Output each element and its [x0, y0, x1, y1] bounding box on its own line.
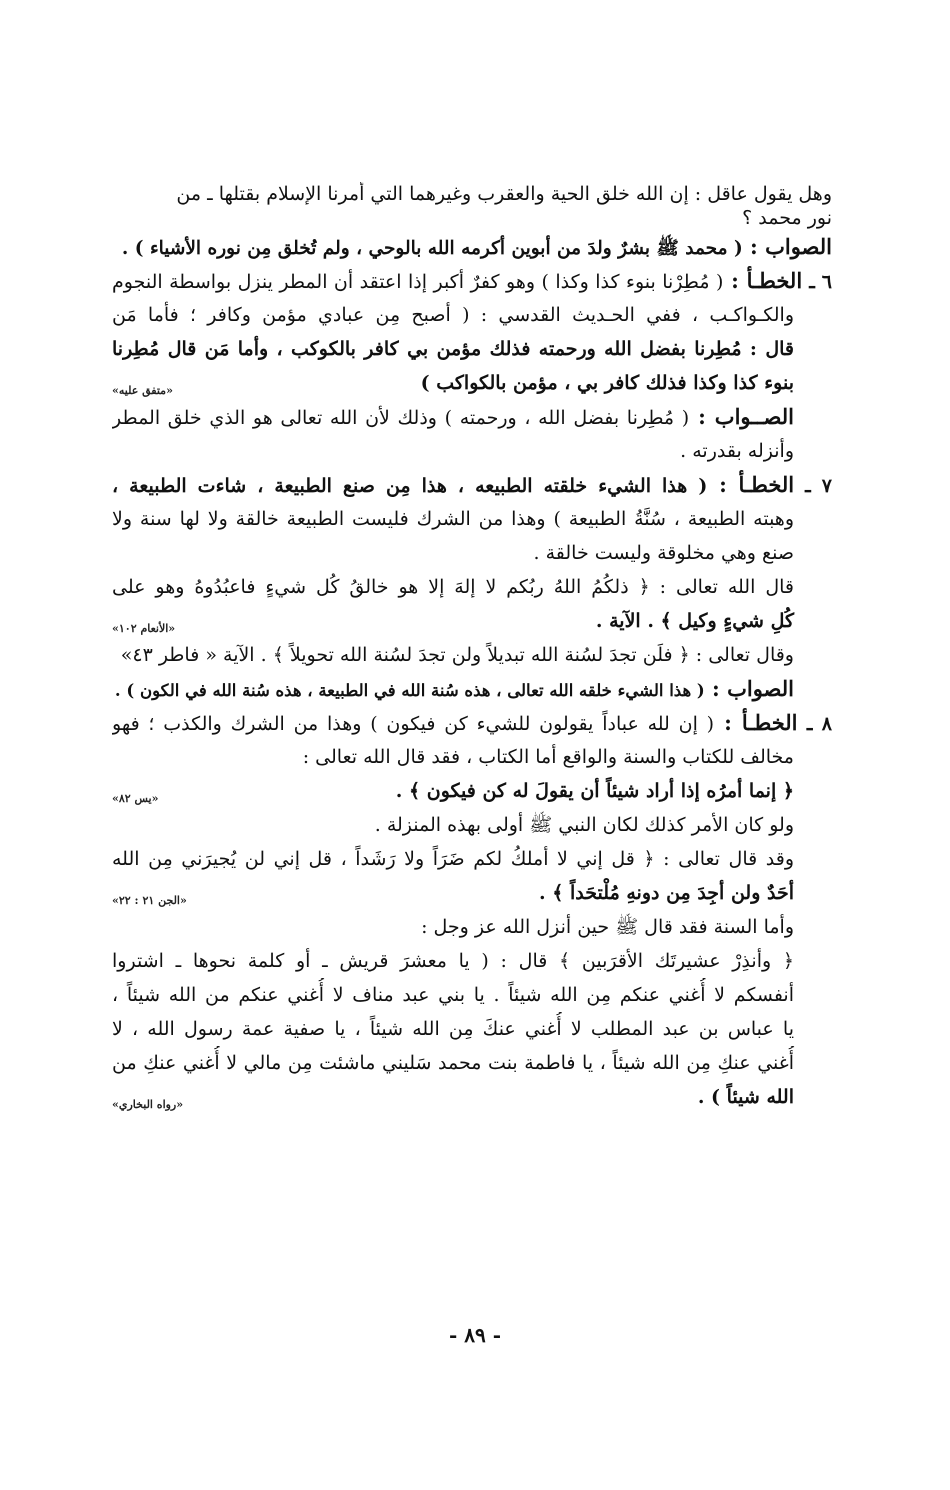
- line-text: ﴿ إنما أمرُه إذا أراد شيئاً أن يقولَ له كن فيكون ﴾ .: [395, 780, 794, 802]
- text-line: [112, 332, 832, 366]
- line-text: يا عباس بن عبد المطلب لا أُغني عنكَ مِن الله شيئاً ، يا صفية عمة رسول الله ، لا: [112, 1018, 794, 1040]
- line-text: وقد قال تعالى : ﴿ قل إني لا أملكُ لكم ضَرَاً ولا رَشَداً ، قل إني لن يُجيرَني مِن الله: [112, 848, 794, 870]
- text-line: [112, 264, 832, 298]
- item-number: ٨ ـ: [797, 713, 832, 735]
- line-text: أنفسكم لا أُغني عنكم مِن الله شيئاً . يا بني عبد مناف لا أُغني عنكم من الله شيئاً ،: [112, 984, 794, 1006]
- line-text: مخالف للكتاب والسنة والواقع أما الكتاب ، فقد قال الله تعالى :: [302, 746, 794, 768]
- line-text: أُغني عنكِ مِن الله شيئاً ، يا فاطمة بنت محمد سَليني ماشئت مِن مالي لا أُغني عنكِ من: [112, 1052, 795, 1074]
- line-text: أحَدٌ ولن أجِدَ مِن دونهِ مُلْتحَداً ﴾ .: [539, 882, 794, 904]
- item-number: ٦ ـ: [802, 271, 832, 293]
- line-text: كُلِ شيءٍ وكيل ﴾ . الآية .: [595, 610, 794, 632]
- line-text: والكـواكـب ، ففي الحـديث القدسي : ( أصبح مِن عبادي مؤمن وكافر ؛ فأما مَن: [112, 304, 794, 326]
- line-text: ( هذا الشيء خلقته الطبيعه ، هذا مِن صنع الطبيعة ، شاءت الطبيعة ،: [112, 475, 708, 497]
- text-line: [112, 468, 832, 502]
- line-text: قال الله تعالى : ﴿ ذلكُمُ اللهُ ربُكم لا إلهَ إلا هو خالقُ كُل شيءٍ فاعبُدُوهُ وهو على: [112, 576, 794, 598]
- line-text: بنوء كذا وكذا فذلك كافر بي ، مؤمن بالكواكب ): [420, 372, 794, 394]
- line-text: وأنزله بقدرته .: [680, 440, 794, 462]
- text-line: [112, 366, 832, 400]
- line-text: ولو كان الأمر كذلك لكان النبي ﷺ أولى بهذه المنزلة .: [374, 814, 794, 836]
- text-line: [112, 638, 832, 672]
- text-line: [112, 1080, 832, 1114]
- item-number: ٧ ـ: [794, 475, 832, 497]
- text-line: [112, 570, 832, 604]
- line-text: وهل يقول عاقل : إن الله خلق الحية والعقرب وغيرهما التي أمرنا الإسلام بقتلها ـ من: [176, 183, 832, 205]
- section-label: الخطـأ :: [707, 472, 795, 497]
- line-text: ﴿ وأنذِرْ عشيرتَك الأقرَبين ﴾ قال : ( يا معشرَ قريش ـ أو كلمة نحوها ـ اشتروا: [112, 950, 794, 972]
- line-text: قال : مُطِرنا بفضل الله ورحمته فذلك مؤمن بي كافر بالكوكب ، وأما مَن قال مُطِرنا: [112, 338, 794, 360]
- text-line: [112, 1012, 832, 1046]
- text-line: [112, 206, 832, 230]
- line-text: الله شيئاً ) .: [697, 1086, 794, 1108]
- line-text: صنع وهي مخلوقة وليست خالقة .: [533, 542, 794, 564]
- text-line: [112, 298, 832, 332]
- text-line: [112, 978, 832, 1012]
- citation: «الجن ٢١ : ٢٢»: [112, 894, 187, 907]
- section-label: الخطـأ :: [714, 710, 798, 735]
- body-text: [112, 182, 832, 1114]
- citation: «رواه البخاري»: [112, 1098, 184, 1111]
- citation: «يس ٨٢»: [112, 792, 159, 805]
- text-line: [112, 910, 832, 944]
- text-line: [112, 502, 832, 536]
- text-line: [112, 230, 832, 264]
- section-label: الصــواب :: [689, 404, 794, 429]
- line-text: وهبته الطبيعة ، سُنَّةُ الطبيعة ) وهذا من الشرك فليست الطبيعة خالقة ولا لها سنة ولا: [112, 508, 794, 530]
- page-number: - ٨٩ -: [448, 1323, 501, 1347]
- line-text: نور محمد ؟: [742, 207, 832, 229]
- text-line: [112, 808, 832, 842]
- line-text: وقال تعالى : ﴿ فلَن تجدَ لسُنة الله تبديلاً ولن تجدَ لسُنة الله تحويلاً ﴾ . الآية « فاطر ٤٣»: [120, 644, 794, 666]
- citation: «متفق عليه»: [112, 384, 173, 397]
- text-line: [112, 876, 832, 910]
- line-text: ( مُطِرْنا بنوء كذا وكذا ) وهو كفرٌ أكبر إذا اعتقد أن المطر ينزل بواسطة النجوم: [112, 271, 724, 293]
- line-text: ( هذا الشيء خلقه الله تعالى ، هذه سُنة الله في الطبيعة ، هذه سُنة الله في الكون ) .: [114, 681, 705, 700]
- text-line: [112, 400, 832, 434]
- text-line: [112, 182, 832, 206]
- section-label: الصواب :: [742, 234, 832, 259]
- text-line: [112, 706, 832, 740]
- text-line: [112, 536, 832, 570]
- line-text: ( محمد ﷺ بشرٌ ولدَ من أبوين أكرمه الله بالوحي ، ولم تُخلق مِن نوره الأشياء ) .: [121, 238, 743, 259]
- citation: «الأنعام ١٠٢»: [112, 622, 176, 635]
- section-label: الصواب :: [704, 676, 794, 701]
- text-line: [112, 1046, 832, 1080]
- text-line: [112, 774, 832, 808]
- text-line: [112, 842, 832, 876]
- text-line: [112, 740, 832, 774]
- text-line: [112, 434, 832, 468]
- text-line: [112, 672, 832, 706]
- section-label: الخطـأ :: [723, 268, 803, 293]
- line-text: وأما السنة فقد قال ﷺ حين أنزل الله عز وجل :: [421, 916, 794, 938]
- text-line: [112, 604, 832, 638]
- line-text: ( إن لله عباداً يقولون للشيء كن فيكون ) وهذا من الشرك والكذب ؛ فهو: [112, 713, 715, 735]
- text-line: [112, 944, 832, 978]
- line-text: ( مُطِرنا بفضل الله ، ورحمته ) وذلك لأن الله تعالى هو الذي خلق المطر: [112, 407, 690, 429]
